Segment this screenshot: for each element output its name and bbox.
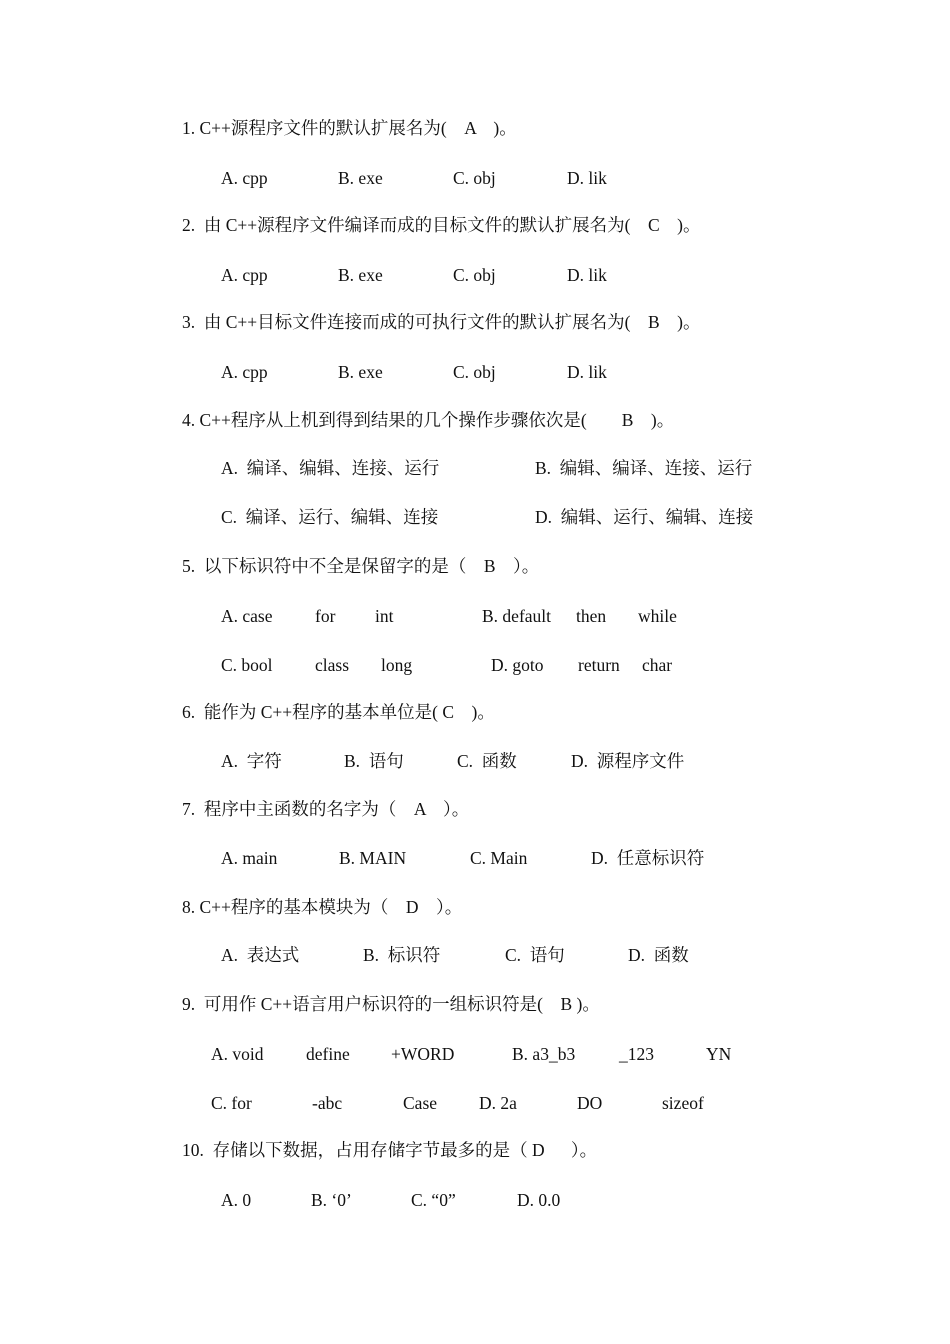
question-4-option-c: C. 编译、运行、编辑、连接 [221, 507, 439, 527]
question-3-option-c: C. obj [453, 362, 496, 382]
question-1-stem: 1. C++源程序文件的默认扩展名为( A )。 [182, 118, 517, 138]
question-5-option-d: D. goto [491, 655, 544, 675]
question-9-option-b: B. a3_b3 [512, 1044, 576, 1064]
question-7-option-d: D. 任意标识符 [591, 848, 705, 868]
question-9-option-b-word-2: _123 [619, 1044, 654, 1064]
question-7-option-c: C. Main [470, 848, 528, 868]
question-2-option-c: C. obj [453, 265, 496, 285]
question-6-option-a: A. 字符 [221, 751, 282, 771]
question-8-option-c: C. 语句 [505, 945, 565, 965]
question-10-stem: 10. 存储以下数据，占用存储字节最多的是（ D ）。 [182, 1140, 598, 1160]
question-5-stem: 5. 以下标识符中不全是保留字的是（ B ）。 [182, 556, 540, 576]
question-8-option-b: B. 标识符 [363, 945, 441, 965]
question-4-option-a: A. 编译、编辑、连接、运行 [221, 458, 440, 478]
question-2-option-b: B. exe [338, 265, 383, 285]
question-1-option-d: D. lik [567, 168, 607, 188]
question-1-option-a: A. cpp [221, 168, 268, 188]
question-5-option-d-word-2: return [578, 655, 620, 675]
question-9-option-c-word-2: -abc [312, 1093, 343, 1113]
question-2-stem: 2. 由 C++源程序文件编译而成的目标文件的默认扩展名为( C )。 [182, 215, 701, 235]
question-3-option-b: B. exe [338, 362, 383, 382]
question-10-option-a: A. 0 [221, 1190, 252, 1210]
question-5-option-c: C. bool [221, 655, 273, 675]
question-8-option-d: D. 函数 [628, 945, 689, 965]
question-4-option-d: D. 编辑、运行、编辑、连接 [535, 507, 754, 527]
question-5-option-b-word-2: then [576, 606, 607, 626]
question-8-stem: 8. C++程序的基本模块为（ D ）。 [182, 897, 463, 917]
question-9-option-a-word-2: define [306, 1044, 350, 1064]
question-9-option-a-word-3: +WORD [391, 1044, 455, 1064]
question-7-option-b: B. MAIN [339, 848, 407, 868]
question-6-option-d: D. 源程序文件 [571, 751, 685, 771]
question-2-option-a: A. cpp [221, 265, 268, 285]
question-9-option-a: A. void [211, 1044, 264, 1064]
question-3-stem: 3. 由 C++目标文件连接而成的可执行文件的默认扩展名为( B )。 [182, 312, 701, 332]
question-6-option-c: C. 函数 [457, 751, 517, 771]
question-9-option-d-word-2: DO [577, 1093, 603, 1113]
question-9-option-d-word-3: sizeof [662, 1093, 704, 1113]
question-10-option-c: C. “0” [411, 1190, 456, 1210]
question-5-option-d-word-3: char [642, 655, 673, 675]
question-8-option-a: A. 表达式 [221, 945, 300, 965]
question-5-option-a-word-3: int [375, 606, 394, 626]
question-3-option-d: D. lik [567, 362, 607, 382]
question-1-option-b: B. exe [338, 168, 383, 188]
question-4-option-b: B. 编辑、编译、连接、运行 [535, 458, 753, 478]
question-7-stem: 7. 程序中主函数的名字为（ A ）。 [182, 799, 470, 819]
question-5-option-b-word-3: while [638, 606, 677, 626]
question-5-option-c-word-2: class [315, 655, 350, 675]
question-10-option-d: D. 0.0 [517, 1190, 561, 1210]
question-5-option-b: B. default [482, 606, 552, 626]
question-9-option-b-word-3: YN [706, 1044, 732, 1064]
question-1-option-c: C. obj [453, 168, 496, 188]
question-2-option-d: D. lik [567, 265, 607, 285]
question-7-option-a: A. main [221, 848, 278, 868]
question-4-stem: 4. C++程序从上机到得到结果的几个操作步骤依次是( B )。 [182, 410, 675, 430]
question-5-option-a: A. case [221, 606, 273, 626]
question-9-option-d: D. 2a [479, 1093, 517, 1113]
question-10-option-b: B. ‘0’ [311, 1190, 352, 1210]
question-6-stem: 6. 能作为 C++程序的基本单位是( C )。 [182, 702, 495, 722]
question-5-option-a-word-2: for [315, 606, 336, 626]
question-9-stem: 9. 可用作 C++语言用户标识符的一组标识符是( B )。 [182, 994, 600, 1014]
question-9-option-c-word-3: Case [403, 1093, 438, 1113]
question-3-option-a: A. cpp [221, 362, 268, 382]
question-6-option-b: B. 语句 [344, 751, 404, 771]
question-5-option-c-word-3: long [381, 655, 413, 675]
question-9-option-c: C. for [211, 1093, 252, 1113]
